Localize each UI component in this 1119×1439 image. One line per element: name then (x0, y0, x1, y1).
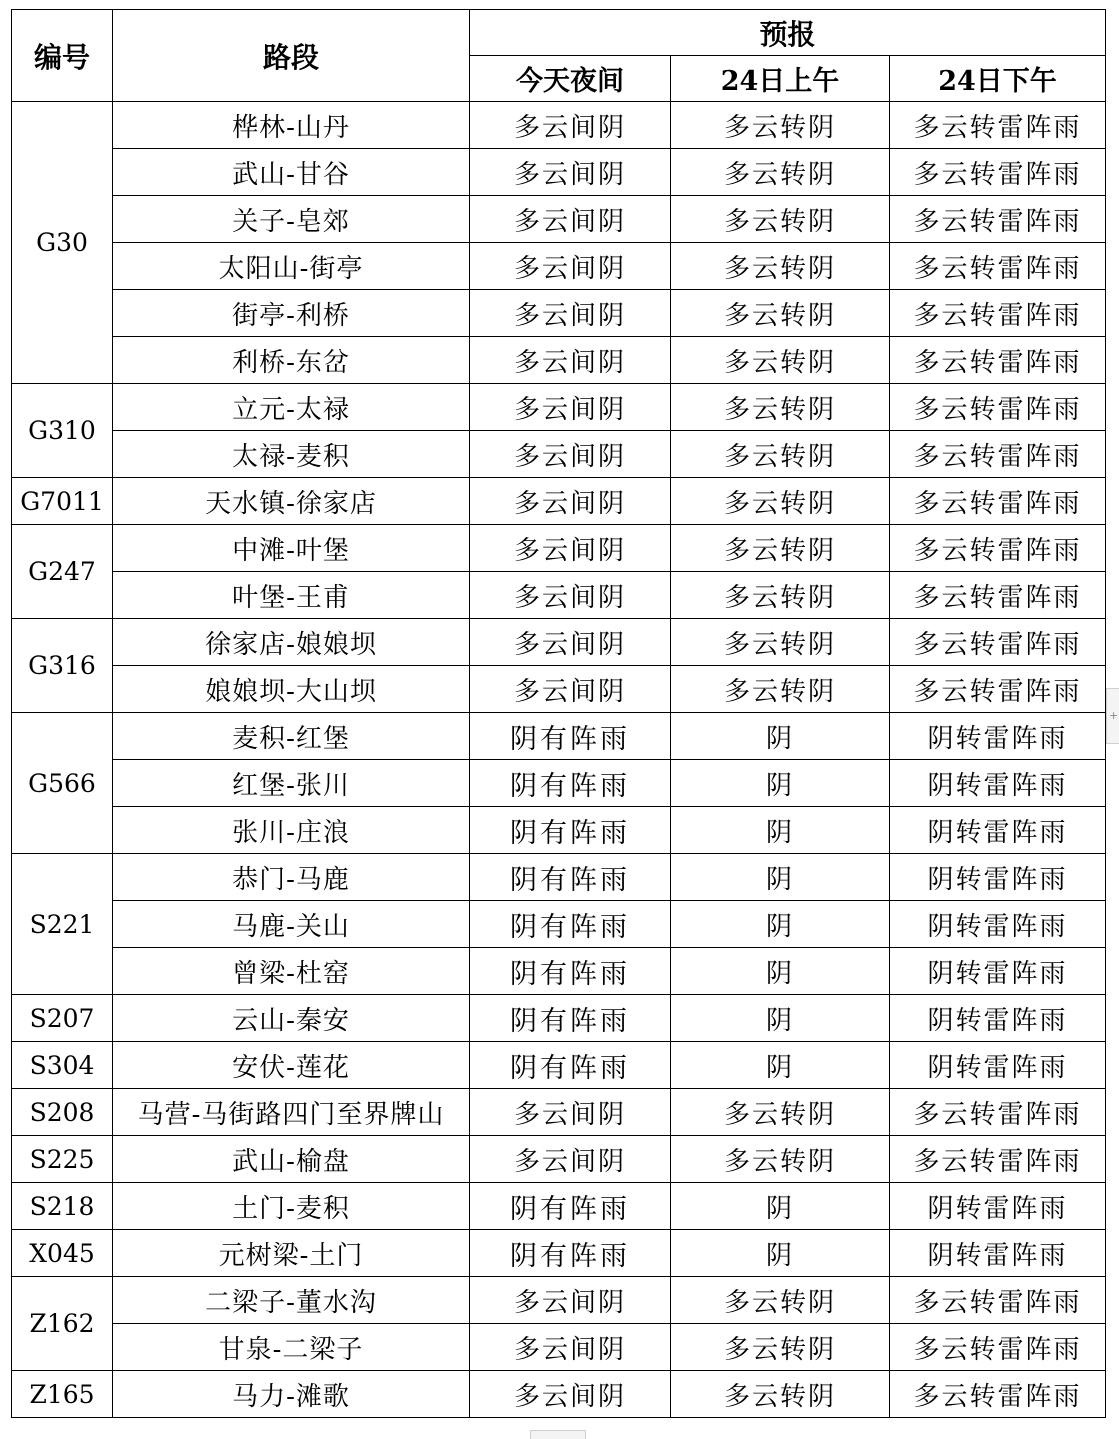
forecast-afternoon-cell: 多云转雷阵雨 (890, 525, 1106, 572)
table-row (12, 196, 1106, 243)
forecast-morning-cell: 多云转阴 (671, 1324, 890, 1371)
forecast-morning-cell: 多云转阴 (671, 196, 890, 243)
road-segment-cell: 土门-麦积 (113, 1183, 470, 1230)
route-code-cell: G7011 (12, 478, 113, 525)
forecast-morning-cell: 多云转阴 (671, 337, 890, 384)
road-segment-cell: 太阳山-街亭 (113, 243, 470, 290)
header-morning: 24日上午 (671, 56, 890, 102)
forecast-tonight-cell: 阴有阵雨 (470, 760, 671, 807)
table-row (12, 995, 1106, 1042)
forecast-tonight-cell: 多云间阴 (470, 525, 671, 572)
table-row (12, 948, 1106, 995)
forecast-morning-cell: 阴 (671, 854, 890, 901)
route-code-cell: S208 (12, 1089, 113, 1136)
table-row (12, 337, 1106, 384)
road-segment-cell: 甘泉-二梁子 (113, 1324, 470, 1371)
forecast-afternoon-cell: 多云转雷阵雨 (890, 431, 1106, 478)
table-body (12, 102, 1106, 1418)
road-segment-cell: 徐家店-娘娘坝 (113, 619, 470, 666)
table-row (12, 1277, 1106, 1324)
road-weather-forecast-table (11, 9, 1106, 1418)
forecast-afternoon-cell: 阴转雷阵雨 (890, 1230, 1106, 1277)
forecast-morning-cell: 阴 (671, 807, 890, 854)
forecast-tonight-cell: 多云间阴 (470, 1136, 671, 1183)
forecast-afternoon-cell: 阴转雷阵雨 (890, 995, 1106, 1042)
table-row (12, 1230, 1106, 1277)
table-row (12, 384, 1106, 431)
route-code-cell: G310 (12, 384, 113, 478)
header-forecast: 预报 (470, 10, 1106, 56)
forecast-afternoon-cell: 多云转雷阵雨 (890, 290, 1106, 337)
forecast-tonight-cell: 阴有阵雨 (470, 901, 671, 948)
forecast-afternoon-cell: 阴转雷阵雨 (890, 760, 1106, 807)
table-row (12, 619, 1106, 666)
forecast-tonight-cell: 多云间阴 (470, 1277, 671, 1324)
forecast-afternoon-cell: 多云转雷阵雨 (890, 1089, 1106, 1136)
table-row (12, 525, 1106, 572)
forecast-morning-cell: 多云转阴 (671, 1089, 890, 1136)
forecast-afternoon-cell: 阴转雷阵雨 (890, 1042, 1106, 1089)
forecast-tonight-cell: 多云间阴 (470, 196, 671, 243)
route-code-cell: Z162 (12, 1277, 113, 1371)
table-row (12, 666, 1106, 713)
forecast-afternoon-cell: 多云转雷阵雨 (890, 1371, 1106, 1418)
road-segment-cell: 桦林-山丹 (113, 102, 470, 149)
forecast-afternoon-cell: 阴转雷阵雨 (890, 1183, 1106, 1230)
forecast-tonight-cell: 多云间阴 (470, 1324, 671, 1371)
forecast-morning-cell: 多云转阴 (671, 478, 890, 525)
forecast-morning-cell: 阴 (671, 1042, 890, 1089)
forecast-morning-cell: 阴 (671, 1183, 890, 1230)
route-code-cell: G566 (12, 713, 113, 854)
forecast-tonight-cell: 多云间阴 (470, 572, 671, 619)
road-segment-cell: 立元-太禄 (113, 384, 470, 431)
route-code-cell: S225 (12, 1136, 113, 1183)
plus-icon: + (1109, 709, 1119, 722)
forecast-tonight-cell: 阴有阵雨 (470, 948, 671, 995)
side-scroll-handle[interactable] (1106, 688, 1119, 744)
table-row (12, 431, 1106, 478)
forecast-afternoon-cell: 多云转雷阵雨 (890, 384, 1106, 431)
route-code-cell: S221 (12, 854, 113, 995)
forecast-afternoon-cell: 多云转雷阵雨 (890, 478, 1106, 525)
forecast-afternoon-cell: 阴转雷阵雨 (890, 901, 1106, 948)
forecast-tonight-cell: 多云间阴 (470, 102, 671, 149)
forecast-morning-cell: 阴 (671, 948, 890, 995)
road-segment-cell: 马鹿-关山 (113, 901, 470, 948)
route-code-cell: S218 (12, 1183, 113, 1230)
route-code-cell: X045 (12, 1230, 113, 1277)
table-row (12, 290, 1106, 337)
header-afternoon: 24日下午 (890, 56, 1106, 102)
forecast-tonight-cell: 多云间阴 (470, 243, 671, 290)
forecast-afternoon-cell: 多云转雷阵雨 (890, 337, 1106, 384)
forecast-morning-cell: 多云转阴 (671, 1136, 890, 1183)
road-segment-cell: 安伏-莲花 (113, 1042, 470, 1089)
forecast-morning-cell: 阴 (671, 760, 890, 807)
road-segment-cell: 天水镇-徐家店 (113, 478, 470, 525)
road-segment-cell: 武山-榆盘 (113, 1136, 470, 1183)
table-row (12, 854, 1106, 901)
road-segment-cell: 关子-皂郊 (113, 196, 470, 243)
route-code-cell: Z165 (12, 1371, 113, 1418)
forecast-tonight-cell: 多云间阴 (470, 149, 671, 196)
table-row (12, 1371, 1106, 1418)
road-segment-cell: 曾梁-杜窑 (113, 948, 470, 995)
road-segment-cell: 武山-甘谷 (113, 149, 470, 196)
road-segment-cell: 红堡-张川 (113, 760, 470, 807)
road-segment-cell: 恭门-马鹿 (113, 854, 470, 901)
header-code: 编号 (12, 10, 113, 102)
road-segment-cell: 街亭-利桥 (113, 290, 470, 337)
forecast-tonight-cell: 多云间阴 (470, 431, 671, 478)
forecast-morning-cell: 多云转阴 (671, 149, 890, 196)
route-code-cell: S207 (12, 995, 113, 1042)
road-segment-cell: 二梁子-董水沟 (113, 1277, 470, 1324)
forecast-morning-cell: 多云转阴 (671, 1277, 890, 1324)
forecast-tonight-cell: 阴有阵雨 (470, 995, 671, 1042)
table-row (12, 901, 1106, 948)
forecast-afternoon-cell: 阴转雷阵雨 (890, 854, 1106, 901)
forecast-morning-cell: 多云转阴 (671, 243, 890, 290)
forecast-morning-cell: 多云转阴 (671, 290, 890, 337)
forecast-tonight-cell: 阴有阵雨 (470, 1183, 671, 1230)
header-row-1 (12, 10, 1106, 56)
forecast-tonight-cell: 阴有阵雨 (470, 1042, 671, 1089)
road-segment-cell: 元树梁-土门 (113, 1230, 470, 1277)
forecast-afternoon-cell: 阴转雷阵雨 (890, 948, 1106, 995)
forecast-afternoon-cell: 阴转雷阵雨 (890, 807, 1106, 854)
route-code-cell: G316 (12, 619, 113, 713)
forecast-tonight-cell: 多云间阴 (470, 619, 671, 666)
table-row (12, 149, 1106, 196)
forecast-tonight-cell: 多云间阴 (470, 1371, 671, 1418)
forecast-afternoon-cell: 多云转雷阵雨 (890, 196, 1106, 243)
forecast-morning-cell: 多云转阴 (671, 572, 890, 619)
road-segment-cell: 马力-滩歌 (113, 1371, 470, 1418)
forecast-morning-cell: 多云转阴 (671, 384, 890, 431)
forecast-afternoon-cell: 多云转雷阵雨 (890, 666, 1106, 713)
road-segment-cell: 叶堡-王甫 (113, 572, 470, 619)
forecast-afternoon-cell: 多云转雷阵雨 (890, 1136, 1106, 1183)
table-row (12, 1089, 1106, 1136)
forecast-morning-cell: 阴 (671, 901, 890, 948)
forecast-morning-cell: 多云转阴 (671, 431, 890, 478)
road-segment-cell: 麦积-红堡 (113, 713, 470, 760)
table-row (12, 572, 1106, 619)
table-row (12, 1136, 1106, 1183)
forecast-tonight-cell: 多云间阴 (470, 666, 671, 713)
forecast-morning-cell: 阴 (671, 995, 890, 1042)
table-row (12, 807, 1106, 854)
header-tonight: 今天夜间 (470, 56, 671, 102)
road-segment-cell: 马营-马街路四门至界牌山 (113, 1089, 470, 1136)
forecast-afternoon-cell: 多云转雷阵雨 (890, 1324, 1106, 1371)
header-road: 路段 (113, 10, 470, 102)
table-row (12, 1042, 1106, 1089)
forecast-tonight-cell: 多云间阴 (470, 478, 671, 525)
route-code-cell: S304 (12, 1042, 113, 1089)
route-code-cell: G247 (12, 525, 113, 619)
forecast-afternoon-cell: 多云转雷阵雨 (890, 619, 1106, 666)
forecast-afternoon-cell: 阴转雷阵雨 (890, 713, 1106, 760)
forecast-tonight-cell: 阴有阵雨 (470, 1230, 671, 1277)
forecast-afternoon-cell: 多云转雷阵雨 (890, 572, 1106, 619)
forecast-tonight-cell: 多云间阴 (470, 337, 671, 384)
forecast-morning-cell: 多云转阴 (671, 1371, 890, 1418)
forecast-tonight-cell: 多云间阴 (470, 1089, 671, 1136)
forecast-morning-cell: 阴 (671, 713, 890, 760)
road-segment-cell: 太禄-麦积 (113, 431, 470, 478)
route-code-cell: G30 (12, 102, 113, 384)
forecast-tonight-cell: 阴有阵雨 (470, 713, 671, 760)
table-row (12, 478, 1106, 525)
road-segment-cell: 中滩-叶堡 (113, 525, 470, 572)
table-row (12, 102, 1106, 149)
forecast-tonight-cell: 阴有阵雨 (470, 854, 671, 901)
road-segment-cell: 利桥-东岔 (113, 337, 470, 384)
forecast-tonight-cell: 多云间阴 (470, 384, 671, 431)
forecast-morning-cell: 多云转阴 (671, 619, 890, 666)
road-segment-cell: 云山-秦安 (113, 995, 470, 1042)
forecast-tonight-cell: 多云间阴 (470, 290, 671, 337)
forecast-morning-cell: 多云转阴 (671, 525, 890, 572)
table-row (12, 1183, 1106, 1230)
table-row (12, 1324, 1106, 1371)
table-row (12, 243, 1106, 290)
table-row (12, 760, 1106, 807)
forecast-afternoon-cell: 多云转雷阵雨 (890, 149, 1106, 196)
forecast-morning-cell: 多云转阴 (671, 666, 890, 713)
forecast-tonight-cell: 阴有阵雨 (470, 807, 671, 854)
forecast-morning-cell: 阴 (671, 1230, 890, 1277)
forecast-afternoon-cell: 多云转雷阵雨 (890, 243, 1106, 290)
forecast-afternoon-cell: 多云转雷阵雨 (890, 102, 1106, 149)
forecast-morning-cell: 多云转阴 (671, 102, 890, 149)
table-row (12, 713, 1106, 760)
road-segment-cell: 张川-庄浪 (113, 807, 470, 854)
forecast-afternoon-cell: 多云转雷阵雨 (890, 1277, 1106, 1324)
road-segment-cell: 娘娘坝-大山坝 (113, 666, 470, 713)
